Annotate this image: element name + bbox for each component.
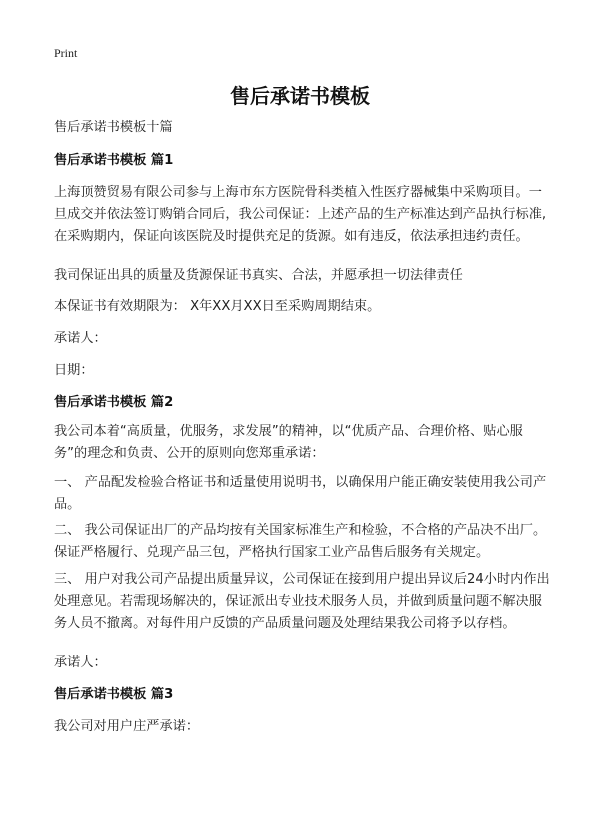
document-title: 售后承诺书模板 bbox=[230, 84, 370, 108]
section-2-signatory: 承诺人： bbox=[54, 655, 107, 670]
section-1-heading: 售后承诺书模板 篇1 bbox=[54, 153, 174, 168]
section-3-paragraph-1: 我公司对用户庄严承诺： bbox=[54, 719, 200, 734]
document-intro: 售后承诺书模板十篇 bbox=[54, 120, 173, 135]
section-1-paragraph-1: 上海顶赞贸易有限公司参与上海市东方医院骨科类植入性医疗器械集中采购项目。一旦成交并依法签订购销合同后，我公司保证：上述产品的生产标准达到产品执行标准,在采购期内，保证向该医院及时提供充足的货源。如有违反，依法承担违约责任。 bbox=[54, 185, 547, 244]
section-1-paragraph-2: 我司保证出具的质量及货源保证书真实、合法，并愿承担一切法律责任 bbox=[54, 268, 463, 283]
section-2-paragraph-2: 一、 产品配发检验合格证书和适量使用说明书，以确保用户能正确安装使用我公司产品。 bbox=[54, 475, 547, 512]
print-label[interactable]: Print bbox=[54, 46, 78, 60]
section-2-paragraph-1: 我公司本着“高质量，优服务，求发展”的精神，以“优质产品、合理价格、贴心服务”的理念和负责、公开的原则向您郑重承诺： bbox=[54, 424, 523, 461]
section-2-paragraph-4: 三、 用户对我公司产品提出质量异议，公司保证在接到用户提出异议后24小时内作出处理意见。若需现场解决的，保证派出专业技术服务人员，并做到质量问题不解决服务人员不撤离。对每件用户反馈的产品质量问题及处理结果我公司将予以存档。 bbox=[54, 572, 550, 631]
section-2-heading: 售后承诺书模板 篇2 bbox=[54, 395, 174, 410]
section-2-paragraph-3: 二、 我公司保证出厂的产品均按有关国家标准生产和检验，不合格的产品决不出厂。保证严格履行、兑现产品三包，严格执行国家工业产品售后服务有关规定。 bbox=[54, 523, 547, 560]
section-1-date: 日期： bbox=[54, 363, 94, 378]
section-1-signatory: 承诺人： bbox=[54, 331, 107, 346]
section-1-paragraph-3: 本保证书有效期限为： X年XX月XX日至采购周期结束。 bbox=[54, 299, 381, 314]
section-3-heading: 售后承诺书模板 篇3 bbox=[54, 687, 174, 702]
